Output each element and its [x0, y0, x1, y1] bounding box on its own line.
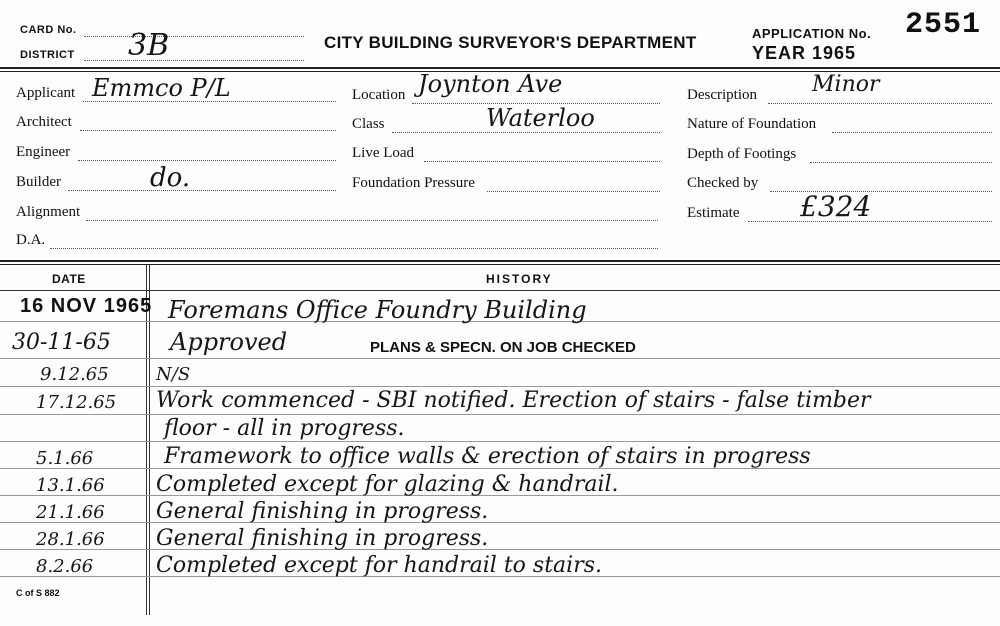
inspection-stamp: PLANS & SPECN. ON JOB CHECKED	[370, 339, 636, 356]
district-value: 3B	[128, 28, 170, 63]
engineer-line	[78, 160, 336, 161]
checked-by-label: Checked by	[687, 175, 759, 191]
description-label: Description	[687, 87, 757, 103]
history-header-rule	[0, 290, 1000, 291]
history-date: 28.1.66	[36, 529, 105, 550]
history-entry: Framework to office walls & erection of stairs in progress	[164, 444, 811, 469]
estimate-label: Estimate	[687, 205, 740, 221]
history-rule	[0, 549, 1000, 550]
history-date: 30-11-65	[12, 330, 111, 355]
history-rule	[0, 522, 1000, 523]
history-entry: Foremans Office Foundry Building	[168, 296, 587, 324]
application-label: APPLICATION No.	[752, 26, 872, 41]
description-line	[768, 103, 992, 104]
history-header: HISTORY	[486, 272, 553, 286]
district-label: DISTRICT	[20, 49, 75, 61]
history-entry: General finishing in progress.	[156, 499, 489, 524]
engineer-label: Engineer	[16, 144, 71, 160]
live-load-label: Live Load	[352, 145, 415, 161]
estimate-value: £324	[800, 190, 872, 223]
class-value: Waterloo	[486, 104, 595, 132]
history-entry: Completed except for glazing & handrail.	[156, 472, 619, 497]
history-entry: Completed except for handrail to stairs.	[156, 553, 602, 578]
history-entry: N/S	[156, 364, 191, 385]
class-label: Class	[352, 116, 385, 132]
depth-of-footings-label: Depth of Footings	[687, 146, 797, 162]
nature-of-foundation-label: Nature of Foundation	[687, 116, 817, 132]
history-rule	[0, 386, 1000, 387]
builder-label: Builder	[16, 174, 61, 190]
history-rule	[0, 358, 1000, 359]
nature-line	[832, 132, 992, 133]
department-title: CITY BUILDING SURVEYOR'S DEPARTMENT	[324, 33, 697, 52]
foundation-pressure-line	[487, 191, 660, 192]
history-rule	[0, 414, 1000, 415]
builder-value: do.	[150, 163, 191, 193]
da-line	[50, 248, 658, 249]
history-entry: General finishing in progress.	[156, 526, 489, 551]
builder-line	[68, 190, 336, 191]
form-code: C of S 882	[16, 588, 60, 598]
history-date: 5.1.66	[36, 448, 94, 469]
history-date: 8.2.66	[36, 556, 94, 577]
applicant-value: Emmco P/L	[92, 74, 231, 102]
da-label: D.A.	[16, 232, 46, 248]
date-header: DATE	[52, 272, 86, 286]
history-entry: Approved	[170, 328, 288, 356]
application-number: 2551	[905, 8, 982, 42]
history-date: 17.12.65	[36, 392, 117, 413]
history-rule	[0, 441, 1000, 442]
architect-line	[80, 130, 336, 131]
history-date: 21.1.66	[36, 502, 105, 523]
history-date: 9.12.65	[40, 364, 109, 385]
history-date-stamp: 16 NOV 1965	[20, 295, 153, 317]
history-divider	[0, 260, 1000, 262]
district-line	[84, 60, 304, 61]
live-load-line	[424, 161, 660, 162]
foundation-pressure-label: Foundation Pressure	[352, 175, 475, 191]
alignment-label: Alignment	[16, 204, 81, 220]
header-divider	[0, 67, 1000, 69]
location-label: Location	[352, 87, 406, 103]
architect-label: Architect	[16, 114, 72, 130]
applicant-label: Applicant	[16, 85, 76, 101]
alignment-line	[86, 220, 658, 221]
depth-line	[810, 162, 992, 163]
history-date: 13.1.66	[36, 475, 105, 496]
card-no-label: CARD No.	[20, 24, 77, 36]
class-line	[392, 132, 660, 133]
description-value: Minor	[812, 72, 880, 97]
history-entry: Work commenced - SBI notified. Erection of stairs - false timber	[156, 388, 871, 413]
card-no-line	[84, 36, 304, 37]
location-value: Joynton Ave	[418, 70, 563, 98]
history-divider-2	[0, 264, 1000, 265]
year: YEAR 1965	[752, 43, 857, 63]
history-entry: floor - all in progress.	[164, 416, 405, 441]
